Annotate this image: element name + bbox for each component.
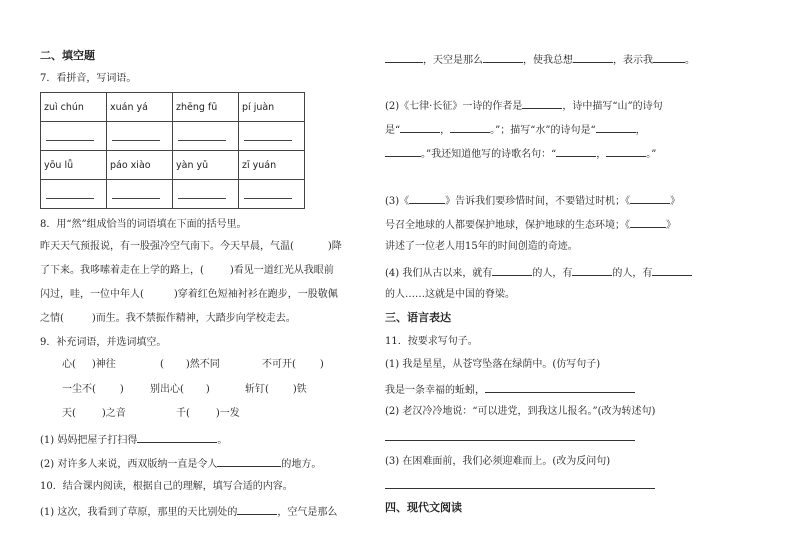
blank[interactable] (485, 381, 635, 393)
text: )穿着红色短袖衬衫在跑步，一股敬佩 (173, 289, 338, 300)
q9-row-2b (150, 383, 210, 397)
text: 的地方。 (281, 459, 322, 470)
q9-row-1b (160, 358, 220, 372)
q9-row-3 (62, 407, 126, 421)
blank[interactable] (572, 264, 612, 276)
text: ) (319, 359, 324, 370)
answer-cell[interactable] (173, 180, 239, 209)
question-7: 7．看拼音，写词语。 (40, 73, 137, 84)
q9-row-2 (62, 383, 124, 397)
question-9: 9．补充词语，并选词填空。 (40, 337, 167, 348)
blank[interactable] (596, 121, 636, 133)
text: ， (596, 149, 607, 160)
text: 。”我还知道他写的诗歌名句：“ (421, 149, 557, 160)
text: (2)《七律·长征》一诗的作者是 (385, 101, 523, 112)
blank[interactable] (492, 264, 532, 276)
answer-line[interactable] (385, 440, 635, 441)
text: ，表示我 (613, 55, 653, 66)
table-row (41, 93, 305, 122)
table-row (41, 180, 305, 209)
blank[interactable] (573, 51, 613, 63)
text: )而生。我不禁振作精神，大踏步向学校走去。 (91, 313, 296, 324)
blank[interactable] (653, 51, 685, 63)
text: )降 (327, 241, 342, 252)
q10-4-line-1 (385, 264, 692, 281)
text: ( (160, 359, 164, 370)
text: )然不同 (185, 359, 220, 370)
text: ， (440, 125, 451, 136)
answer-cell[interactable] (41, 180, 107, 209)
text: 》 (670, 196, 681, 207)
q10-3-line-3: 讲述了一位老人用15年的时间创造的奇迹。 (385, 241, 578, 252)
pinyin-cell: pí juàn (239, 93, 305, 122)
q9-row-3b (176, 407, 240, 421)
q11-1: (1) 我是星星，从苍穹坠落在绿荫中。(仿写句子) (385, 359, 601, 370)
answer-line[interactable] (385, 488, 655, 489)
text: ，使我总想 (523, 55, 573, 66)
answer-cell[interactable] (41, 122, 107, 151)
q9-row-2c (245, 383, 307, 397)
blank[interactable] (400, 121, 440, 133)
section-4-title: 四、现代文阅读 (385, 501, 462, 514)
answer-cell[interactable] (107, 122, 173, 151)
answer-cell[interactable] (239, 122, 305, 151)
table-row (41, 122, 305, 151)
text: )一发 (215, 408, 240, 419)
table-row (41, 151, 305, 180)
text: (3)《 (385, 196, 410, 207)
text: 一尘不( (62, 384, 96, 395)
text: 。 (685, 55, 695, 66)
text: 。”；描写“水”的诗句是“ (490, 125, 596, 136)
pinyin-cell: zuì chún (41, 93, 107, 122)
text: 别出心( (150, 384, 184, 395)
q10-2-line-1 (385, 97, 663, 114)
text: )神往 (91, 359, 116, 370)
blank[interactable] (652, 264, 692, 276)
blank[interactable] (483, 51, 523, 63)
text: 是“ (385, 125, 401, 136)
text: (1) 妈妈把屋子打扫得 (40, 435, 138, 446)
text: 我是一条幸福的蚯蚓， (385, 385, 485, 396)
q10-4-line-2: 的人……这就是中国的脊梁。 (385, 289, 515, 300)
pinyin-cell: yōu lǚ (41, 151, 107, 180)
q8-line-2 (40, 264, 334, 278)
section-2-title: 二、填空题 (40, 49, 95, 62)
blank[interactable] (630, 216, 666, 228)
blank[interactable] (385, 51, 423, 63)
text: 不可开( (262, 359, 296, 370)
answer-cell[interactable] (239, 180, 305, 209)
text: ，天空是那么 (423, 55, 483, 66)
text: 》告诉我们要珍惜时间，不要错过时机；《 (445, 196, 631, 207)
pinyin-cell: yàn yǔ (173, 151, 239, 180)
text: 之情( (40, 313, 64, 324)
q10-2-line-3 (385, 145, 656, 162)
blank[interactable] (137, 431, 217, 443)
text: 》 (666, 220, 676, 231)
q8-line-1 (40, 240, 342, 254)
text: ) (205, 384, 210, 395)
text: 斩钉( (245, 384, 269, 395)
q10-1-cont (385, 51, 695, 68)
question-10: 10．结合课内阅读，根据自己的理解，填写合适的内容。 (40, 481, 293, 492)
text: (1) 这次，我看到了草原，那里的天比别处的 (40, 507, 238, 518)
text: ，空气是那么 (277, 507, 338, 518)
question-11: 11．按要求写句子。 (385, 336, 478, 347)
text: 昨天天气预报说，有一股强冷空气南下。今天早晨，气温( (40, 241, 294, 252)
text: ) (119, 384, 124, 395)
q9-row-1 (62, 358, 116, 372)
text: 心( (62, 359, 76, 370)
blank[interactable] (556, 145, 596, 157)
section-3-title: 三、语言表达 (385, 311, 451, 324)
text: (2) 对许多人来说，西双版纳一直是令人 (40, 459, 218, 470)
q8-line-4 (40, 312, 296, 326)
text: ，诗中描写“山”的诗句 (562, 101, 663, 112)
blank[interactable] (450, 121, 490, 133)
text: 的人，有 (612, 268, 653, 279)
q10-3-line-1 (385, 192, 680, 209)
q10-3-line-2 (385, 216, 676, 233)
blank[interactable] (606, 145, 646, 157)
q11-1-answer (385, 381, 635, 398)
q10-1 (40, 503, 337, 520)
blank[interactable] (237, 503, 277, 515)
blank[interactable] (217, 455, 281, 467)
text: 了下来。我哆嗦着走在上学的路上，( (40, 265, 204, 276)
text: )之音 (101, 408, 126, 419)
text: 天( (62, 408, 76, 419)
text: 千( (176, 408, 190, 419)
q9-row-1c (262, 358, 324, 372)
blank[interactable] (385, 145, 421, 157)
blank[interactable] (522, 97, 562, 109)
blank[interactable] (409, 192, 445, 204)
text: 的人，有 (532, 268, 573, 279)
text: 。 (217, 435, 228, 446)
q11-2: (2) 老汉冷冷地说：“可以进党，到我这儿报名。”(改为转述句) (385, 406, 656, 417)
question-8: 8．用“然”组成恰当的词语填在下面的括号里。 (40, 219, 247, 230)
text: ， (635, 125, 646, 136)
text: 闪过，哇，一位中年人( (40, 289, 144, 300)
text: )看见一道红光从我眼前 (229, 265, 334, 276)
blank[interactable] (630, 192, 670, 204)
q9-sentence-1 (40, 431, 227, 448)
pinyin-table (40, 92, 305, 209)
answer-cell[interactable] (173, 122, 239, 151)
answer-cell[interactable] (107, 180, 173, 209)
pinyin-cell: xuán yá (107, 93, 173, 122)
q11-3: (3) 在困难面前，我们必须迎难而上。(改为反问句) (385, 456, 611, 467)
text: 。” (646, 149, 657, 160)
pinyin-cell: zī yuán (239, 151, 305, 180)
text: )铁 (292, 384, 307, 395)
q8-line-3 (40, 288, 338, 302)
q10-2-line-2 (385, 121, 646, 138)
text: 号召全地球的人都要保护地球，保护地球的生态环境；《 (385, 220, 630, 231)
q9-sentence-2 (40, 455, 321, 472)
text: (4) 我们从古以来，就有 (385, 268, 493, 279)
pinyin-cell: páo xiào (107, 151, 173, 180)
pinyin-cell: zhēng fū (173, 93, 239, 122)
